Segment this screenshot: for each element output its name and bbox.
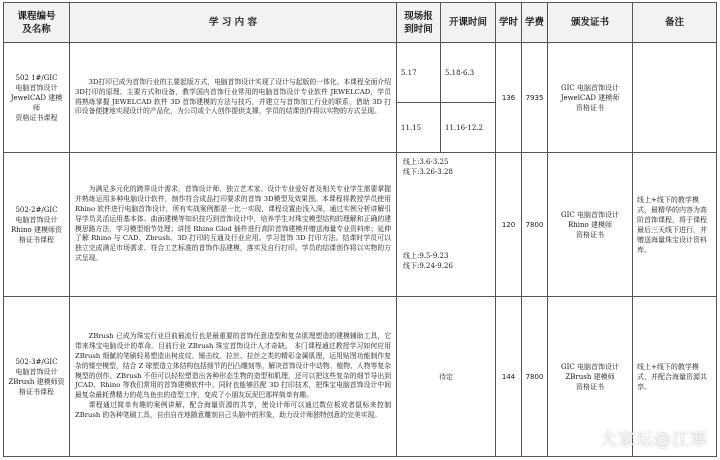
schedule-cell: [397, 153, 496, 297]
course-table-page: [3, 2, 716, 456]
course-fee: 7935: [522, 43, 548, 153]
watermark: 大家坛@江寒: [600, 430, 708, 450]
table-row: [4, 43, 717, 103]
course-content: [70, 297, 397, 457]
course-remarks: 线上+线下的教学模式，并配合海量资源共享。: [633, 297, 717, 457]
header-report-time: 现场报 到时间: [397, 3, 441, 43]
course-table: [3, 2, 717, 457]
header-row: [4, 3, 717, 43]
start-date: 11.16-12.2: [441, 103, 496, 153]
course-remarks: 线上+线下的教学模式，最精华的内容为高阶首饰课程，将于课程最后三天线下进行，并赠送海量珠宝设计资料库。: [633, 153, 717, 297]
report-date: 5.17: [397, 43, 441, 103]
course-content-paragraph: ZBrush 已成为珠宝行业目前最流行也是最重要的首饰任意造型和复杂肌理塑造的建模辅助工具，它带来珠宝电脑设计的革命。目前行业 ZBrush 珠宝首饰设计人才奇缺。 本门课程通过教授学习如何应用 ZBrush 细腻的笔刷轻易塑造出树皮纹、锤击纹、拉丝、拉丝之类的精彩金属肌理，运用贴图功能制作复杂的镂空模型，结合 Z 球塑造立体结构包括细节的凹凸雕刻等。解决首饰设计中动物、植物、人物等复杂模型的创作。ZBrush 不但可以轻松塑造出各种形态生物的造型和肌理，还可以把这些复杂的细节导出到 JCAD、Rhino 等我们常用的首饰建模软件中。同时也能够匹配 3D 打印技术，把珠宝电脑首饰设计中间最复杂最耗费精力的花鸟鱼虫的造型工序，变成了小朋友玩泥巴那样简单有趣。: [75, 331, 391, 400]
course-content-paragraph: 课程通过简单有趣的案例讲解，配合海量资源的共享，使设计师可以通过数位板或者鼠标来控制 ZBrush 的各种笔刷工具，自由自在地随意雕刻自己头脑中的形象，助力设计师独特创意的完美实现。: [75, 401, 391, 420]
course-hours: 144: [496, 297, 522, 457]
header-code-name: 课程编号 及名称: [4, 3, 70, 43]
table-row: [4, 153, 717, 297]
header-fee: 学费: [522, 3, 548, 43]
course-content: [70, 153, 397, 297]
header-hours: 学时: [496, 3, 522, 43]
course-certificate: GIC 电脑首饰设计 ZBrush 建模师 资格证书: [548, 297, 633, 457]
course-content-paragraph: 3D打印已成为首饰行业的主要起版方式，电脑首饰设计实现了设计与起版的一体化。本课程全面介绍 3D打印的原理、主要方式和设备，教学国内首饰行业常用的电脑首饰设计专业软件 JEWELCAD，学员将熟练掌握 JEWELCAD 软件 3D 首饰建模的方法与技巧，并建立与首饰加工行业的联系，借助 3D 打印设备便捷地实现设计的产品化，为公司或个人创作提供支撑。学员的结课创作将以实物的方式呈现。: [75, 77, 391, 116]
schedule-autumn: 线上:9.5-9.23 线下:9.24-9.26: [403, 252, 453, 270]
course-code-name: 502-2#/GIC 电脑首饰设计 Rhino 建模师资 格证书课程: [4, 153, 70, 297]
header-certificate: 颁发证书: [548, 3, 633, 43]
header-content: 学 习 内 容: [70, 3, 397, 43]
header-start-time: 开课时间: [441, 3, 496, 43]
course-hours: 136: [496, 43, 522, 153]
course-fee: 7800: [522, 297, 548, 457]
start-date: 5.18-6.3: [441, 43, 496, 103]
course-code-name: 502-3#/GIC 电脑首饰设计 ZBrush 建模师资 格证书课程: [4, 297, 70, 457]
course-hours: 120: [496, 153, 522, 297]
course-content-paragraph: 为满足多元化的跨界设计需求，首饰设计师、独立艺术家、设计专业爱好者及相关专业学生需要掌握并熟练运用多种电脑设计软件，制作符合成品打印要求的首饰 3D模型及效果图。本课程将教授学员使用 Rhino 软件进行电脑首饰设计，所有实战案例都是一比一实现，课程设置由浅入深，通过实例分析讲解引导学员灵活运用基本体、曲面建模等知识技巧到首饰设计中，培养学生对珠宝模型结构的理解和正确的建模思路方法，学习模型细节处理；讲授 Rhino Glod 插件进行高阶首饰建模并赠送海量专业资料库；延伸了解 Rhino 与 CAD、Zbrush、3D 打印的互通及行业应用。学习首饰 3D 打印方法。结课时学员可以独立完成满足市场需求、符合工艺标准的首饰作品建模，落实及自行打印。学员的结课创作将以实物的方式呈现。: [75, 184, 391, 263]
course-certificate: GIC 电脑首饰设计 JewelCAD 建模师 资格证书: [548, 43, 633, 153]
course-content: [70, 43, 397, 153]
course-fee: 7800: [522, 153, 548, 297]
report-start-date: 待定: [397, 297, 496, 457]
header-remarks: 备注: [633, 3, 717, 43]
course-remarks: [633, 43, 717, 153]
course-certificate: GIC 电脑首饰设计 Rhino 建模师 资格证书: [548, 153, 633, 297]
course-code-name: 502 1#/GIC 电脑首饰设计 JewelCAD 建模师 资格证书课程: [4, 43, 70, 153]
schedule-spring: 线上:3.6-3.25 线下:3.26-3.28: [403, 158, 453, 176]
report-date: 11.15: [397, 103, 441, 153]
